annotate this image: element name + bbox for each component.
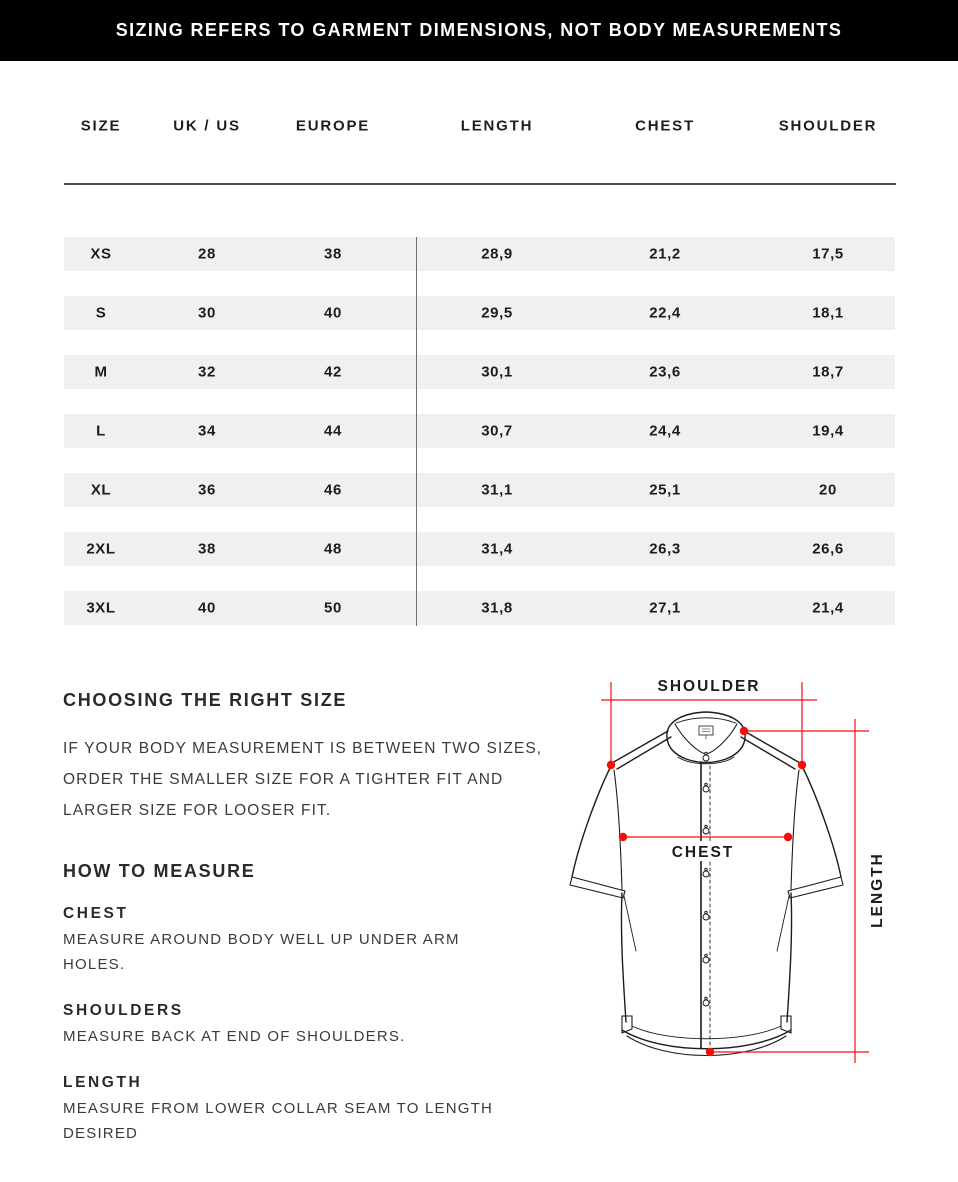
cell-size: 3XL — [86, 599, 116, 617]
cell-europe: 40 — [324, 304, 342, 322]
table-column-divider — [416, 237, 417, 626]
cell-length: 30,1 — [481, 363, 513, 381]
cell-europe: 42 — [324, 363, 342, 381]
sizing-note-banner — [0, 0, 958, 61]
cell-size: L — [96, 422, 106, 440]
cell-shoulder: 17,5 — [812, 245, 844, 263]
column-header-length: LENGTH — [460, 117, 534, 135]
size-table-header-row — [64, 116, 895, 136]
column-header-europe: EUROPE — [295, 117, 371, 135]
size-table-row — [64, 532, 895, 566]
measure-chest-text: MEASURE AROUND BODY WELL UP UNDER ARM HOLES. — [63, 931, 460, 973]
cell-uk-us: 36 — [198, 481, 216, 499]
collar-label-tag — [699, 726, 713, 735]
measure-item-shoulders — [63, 1003, 568, 1049]
diagram-shoulder-label: SHOULDER — [657, 678, 761, 695]
size-table-row — [64, 237, 895, 271]
size-table-row — [64, 473, 895, 507]
cell-size: XS — [90, 245, 112, 263]
cell-europe: 46 — [324, 481, 342, 499]
cell-shoulder: 21,4 — [812, 599, 844, 617]
shirt-buttons — [703, 752, 709, 1006]
cell-chest: 23,6 — [649, 363, 681, 381]
cell-size: XL — [90, 481, 112, 499]
cell-uk-us: 40 — [198, 599, 216, 617]
cell-length: 28,9 — [481, 245, 513, 263]
cell-length: 31,1 — [481, 481, 513, 499]
cell-europe: 38 — [324, 245, 342, 263]
measure-shoulders-label: SHOULDERS — [63, 1002, 184, 1019]
cell-europe: 50 — [324, 599, 342, 617]
measurement-guides — [601, 682, 869, 1063]
cell-chest: 21,2 — [649, 245, 681, 263]
column-header-shoulder: SHOULDER — [778, 117, 878, 135]
measurement-dots — [607, 727, 806, 1056]
cell-uk-us: 28 — [198, 245, 216, 263]
size-table-row — [64, 591, 895, 625]
shirt-measurement-diagram — [550, 660, 958, 1182]
how-to-measure-heading: HOW TO MEASURE — [63, 861, 256, 881]
measure-shoulders-text: MEASURE BACK AT END OF SHOULDERS. — [63, 1028, 406, 1045]
cell-uk-us: 32 — [198, 363, 216, 381]
cell-europe: 48 — [324, 540, 342, 558]
cell-chest: 27,1 — [649, 599, 681, 617]
size-table-row — [64, 296, 895, 330]
cell-shoulder: 26,6 — [812, 540, 844, 558]
diagram-length-label: LENGTH — [869, 852, 886, 928]
cell-shoulder: 18,7 — [812, 363, 844, 381]
measure-item-chest — [63, 906, 568, 977]
choosing-size-heading: CHOOSING THE RIGHT SIZE — [63, 690, 348, 710]
measure-chest-label: CHEST — [63, 905, 129, 922]
measure-item-length — [63, 1075, 568, 1146]
cell-uk-us: 38 — [198, 540, 216, 558]
measure-length-label: LENGTH — [63, 1074, 143, 1091]
cell-length: 31,8 — [481, 599, 513, 617]
size-table-row — [64, 414, 895, 448]
cell-length: 29,5 — [481, 304, 513, 322]
sizing-note-text: SIZING REFERS TO GARMENT DIMENSIONS, NOT BODY MEASUREMENTS — [115, 20, 843, 40]
cell-size: 2XL — [86, 540, 116, 558]
cell-size: S — [95, 304, 107, 322]
cell-shoulder: 19,4 — [812, 422, 844, 440]
table-header-rule — [64, 183, 896, 185]
cell-uk-us: 30 — [198, 304, 216, 322]
cell-size: M — [94, 363, 108, 381]
column-header-size: SIZE — [80, 117, 122, 135]
cell-shoulder: 20 — [819, 481, 837, 499]
size-guide-info — [63, 691, 568, 1146]
shirt-diagram-svg — [550, 660, 958, 1182]
cell-uk-us: 34 — [198, 422, 216, 440]
cell-chest: 26,3 — [649, 540, 681, 558]
cell-length: 30,7 — [481, 422, 513, 440]
measure-length-text: MEASURE FROM LOWER COLLAR SEAM TO LENGTH DESIRED — [63, 1100, 494, 1142]
cell-europe: 44 — [324, 422, 342, 440]
diagram-chest-label: CHEST — [671, 844, 735, 861]
cell-chest: 25,1 — [649, 481, 681, 499]
size-table-row — [64, 355, 895, 389]
cell-chest: 24,4 — [649, 422, 681, 440]
cell-shoulder: 18,1 — [812, 304, 844, 322]
choosing-size-text: IF YOUR BODY MEASUREMENT IS BETWEEN TWO SIZES, ORDER THE SMALLER SIZE FOR A TIGHTER FIT AND LARGER SIZE FOR LOOSER FIT. — [63, 740, 543, 819]
cell-length: 31,4 — [481, 540, 513, 558]
column-header-uk-us: UK / US — [173, 117, 241, 135]
column-header-chest: CHEST — [635, 117, 695, 135]
cell-chest: 22,4 — [649, 304, 681, 322]
